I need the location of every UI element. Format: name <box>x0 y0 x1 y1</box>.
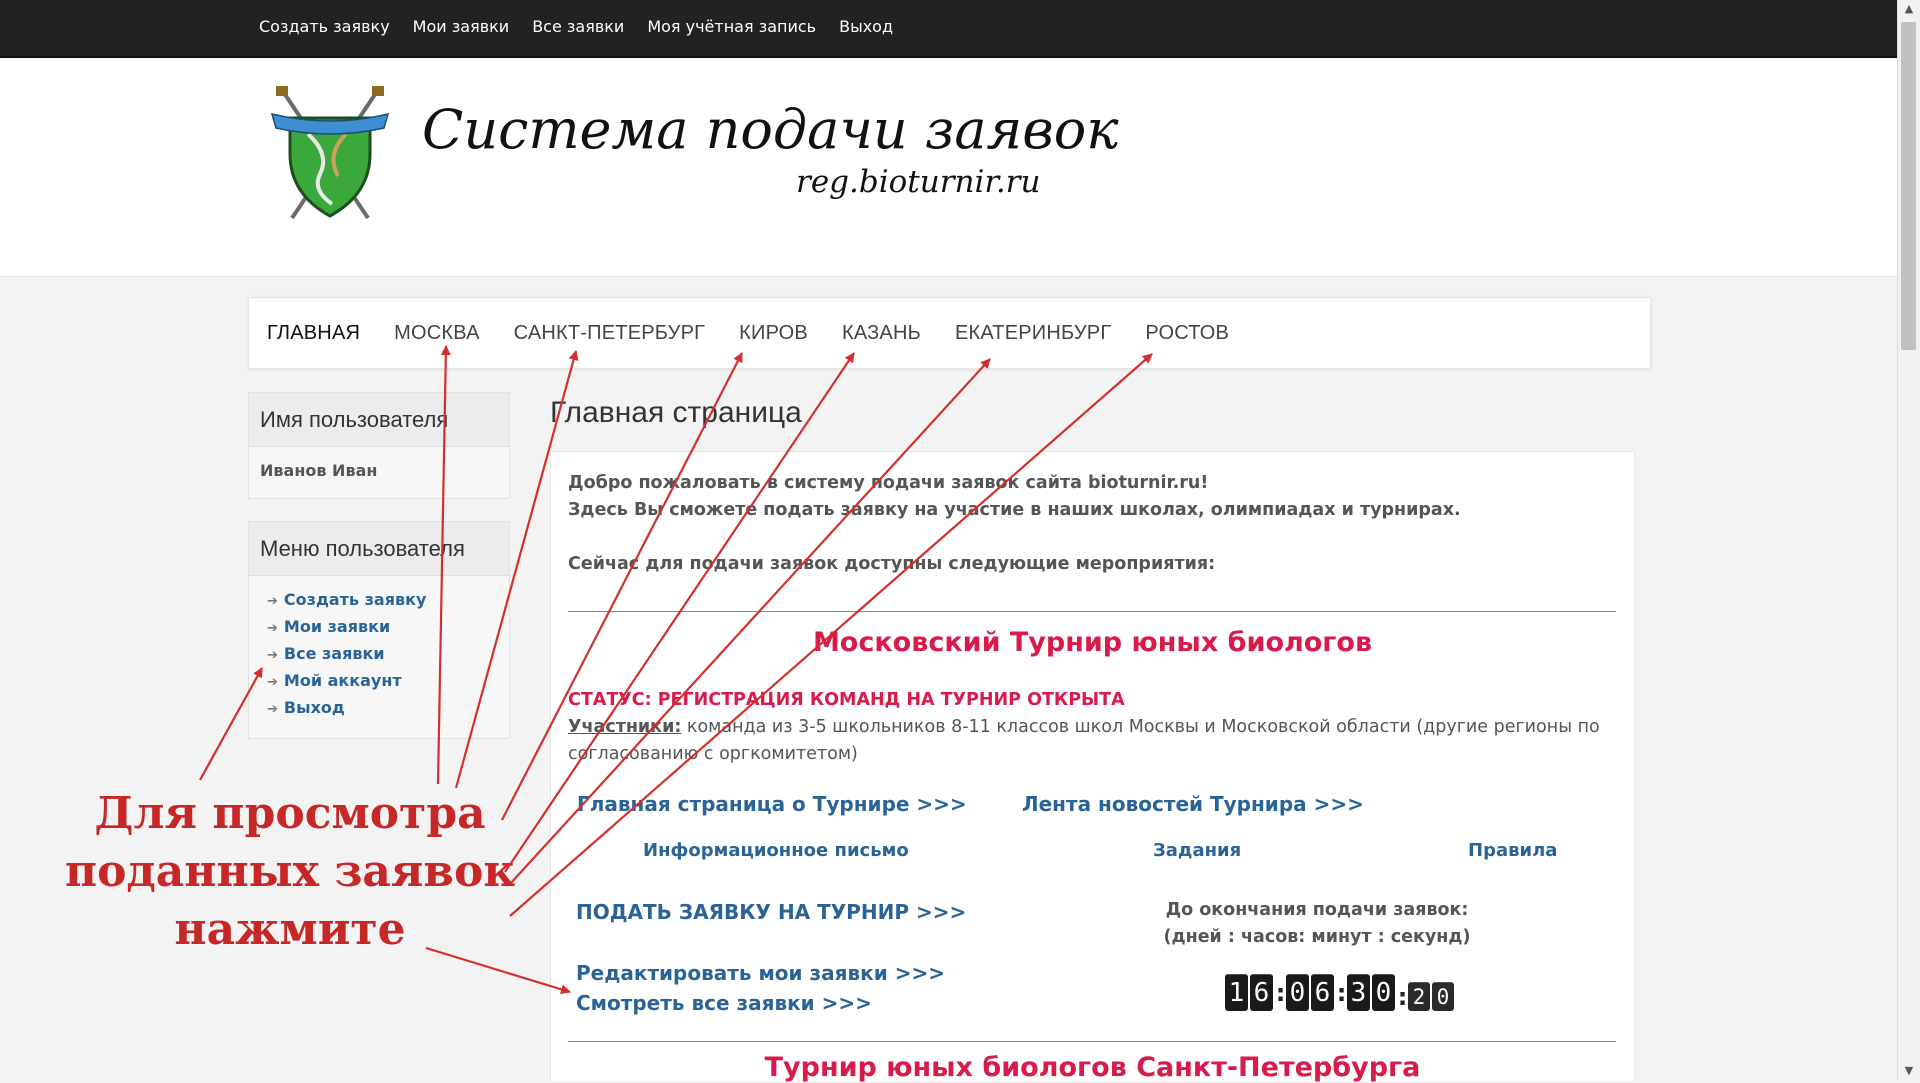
countdown-label-line2: (дней : часов: минут : секунд) <box>1163 927 1471 947</box>
toolbar-my-account-link[interactable]: Моя учётная запись <box>647 17 817 36</box>
scrollbar-thumb[interactable] <box>1901 22 1916 350</box>
next-event-title: Турнир юных биологов Санкт-Петербурга <box>764 1052 1421 1083</box>
countdown-days-ones: 6 <box>1250 974 1273 1011</box>
countdown-hours-ones: 6 <box>1311 974 1334 1011</box>
countdown-separator: : <box>1397 983 1408 1011</box>
rules-link[interactable]: Правила <box>1468 840 1558 861</box>
event-status: СТАТУС: РЕГИСТРАЦИЯ КОМАНД НА ТУРНИР ОТКРЫТА <box>568 690 1125 710</box>
toolbar-my-requests-link[interactable]: Мои заявки <box>412 17 510 36</box>
view-all-requests-link[interactable]: Смотреть все заявки >>> <box>576 991 872 1015</box>
event-title: Московский Турнир юных биологов <box>812 627 1373 658</box>
tasks-link[interactable]: Задания <box>1153 840 1242 861</box>
arrow-right-icon: ➔ <box>267 702 278 717</box>
menu-logout-link[interactable]: Выход <box>283 698 345 717</box>
toolbar-logout-link[interactable]: Выход <box>839 17 894 36</box>
arrow-right-icon: ➔ <box>267 648 278 663</box>
welcome-description: Здесь Вы сможете подать заявку на участие в наших школах, олимпиадах и турнирах. <box>568 500 1461 520</box>
toolbar-create-request-link[interactable]: Создать заявку <box>259 17 390 36</box>
participants-text: команда из 3-5 школьников 8-11 классов школ Москвы и Московской области (другие регионы по согласованию с оргкомитетом) <box>568 717 1600 764</box>
menu-item-create <box>267 590 509 617</box>
nav-home[interactable]: ГЛАВНАЯ <box>267 322 361 344</box>
menu-item-all <box>267 644 509 671</box>
countdown-separator: : <box>1275 979 1286 1007</box>
main-content <box>550 451 1635 1081</box>
countdown-seconds-tens: 2 <box>1408 982 1430 1011</box>
user-menu-block <box>248 521 510 739</box>
divider <box>568 1041 1616 1042</box>
user-name: Иванов Иван <box>260 461 378 480</box>
city-nav <box>248 297 1651 369</box>
countdown-minutes-ones: 0 <box>1372 974 1395 1011</box>
countdown-hours-tens: 0 <box>1286 974 1309 1011</box>
nav-kazan[interactable]: КАЗАНЬ <box>841 322 921 344</box>
menu-my-requests-link[interactable]: Мои заявки <box>283 617 391 636</box>
arrow-right-icon: ➔ <box>267 594 278 609</box>
menu-create-request-link[interactable]: Создать заявку <box>283 590 427 609</box>
menu-all-requests-link[interactable]: Все заявки <box>283 644 385 663</box>
nav-moscow[interactable]: МОСКВА <box>394 322 480 344</box>
toolbar-all-requests-link[interactable]: Все заявки <box>532 17 625 36</box>
nav-yekaterinburg[interactable]: ЕКАТЕРИНБУРГ <box>954 322 1112 344</box>
arrow-right-icon: ➔ <box>267 675 278 690</box>
apply-tournament-link[interactable]: ПОДАТЬ ЗАЯВКУ НА ТУРНИР >>> <box>576 900 967 924</box>
annotation-text <box>60 785 520 959</box>
menu-item-logout <box>267 698 509 725</box>
event-participants <box>568 714 1618 768</box>
countdown-timer <box>1225 974 1456 1011</box>
countdown-label-line1: До окончания подачи заявок: <box>1165 900 1469 920</box>
countdown-separator: : <box>1336 979 1347 1007</box>
tournament-main-page-link[interactable]: Главная страница о Турнире >>> <box>577 792 967 816</box>
admin-toolbar <box>0 0 1898 58</box>
scroll-down-icon[interactable]: ▼ <box>1904 1064 1914 1077</box>
annotation-line-3: нажмите <box>174 904 406 955</box>
countdown-minutes-tens: 3 <box>1347 974 1370 1011</box>
user-menu-list <box>249 576 509 725</box>
info-letter-link[interactable]: Информационное письмо <box>643 840 909 861</box>
admin-toolbar-links <box>259 17 893 36</box>
user-block-title: Имя пользователя <box>249 393 509 447</box>
site-subtitle: reg.bioturnir.ru <box>796 164 1041 200</box>
tournament-news-link[interactable]: Лента новостей Турнира >>> <box>1022 792 1364 816</box>
menu-item-my <box>267 617 509 644</box>
nav-saint-petersburg[interactable]: САНКТ-ПЕТЕРБУРГ <box>513 322 706 344</box>
nav-kirov[interactable]: КИРОВ <box>739 322 808 344</box>
site-title: Система подачи заявок <box>422 98 1119 161</box>
countdown-label <box>1147 897 1487 951</box>
annotation-line-2: поданных заявок <box>64 846 516 897</box>
countdown-seconds-ones: 0 <box>1432 982 1454 1011</box>
scroll-up-icon[interactable]: ▲ <box>1904 2 1914 15</box>
divider <box>568 611 1616 612</box>
welcome-text: Добро пожаловать в систему подачи заявок сайта bioturnir.ru! <box>568 473 1209 493</box>
edit-my-requests-link[interactable]: Редактировать мои заявки >>> <box>576 961 945 985</box>
arrow-right-icon: ➔ <box>267 621 278 636</box>
user-block <box>248 392 510 499</box>
annotation-line-1: Для просмотра <box>94 788 486 839</box>
countdown-days-tens: 1 <box>1225 974 1248 1011</box>
tournament-shield-logo[interactable] <box>268 84 392 224</box>
site-header <box>0 58 1898 277</box>
user-menu-title: Меню пользователя <box>249 522 509 576</box>
menu-item-account <box>267 671 509 698</box>
menu-my-account-link[interactable]: Мой аккаунт <box>283 671 402 690</box>
nav-rostov[interactable]: РОСТОВ <box>1145 322 1230 344</box>
participants-label: Участники: <box>568 717 682 737</box>
page-title: Главная страница <box>550 396 802 429</box>
available-events-text: Сейчас для подачи заявок доступны следующие мероприятия: <box>568 554 1216 574</box>
page-scrollbar[interactable] <box>1897 0 1920 1080</box>
